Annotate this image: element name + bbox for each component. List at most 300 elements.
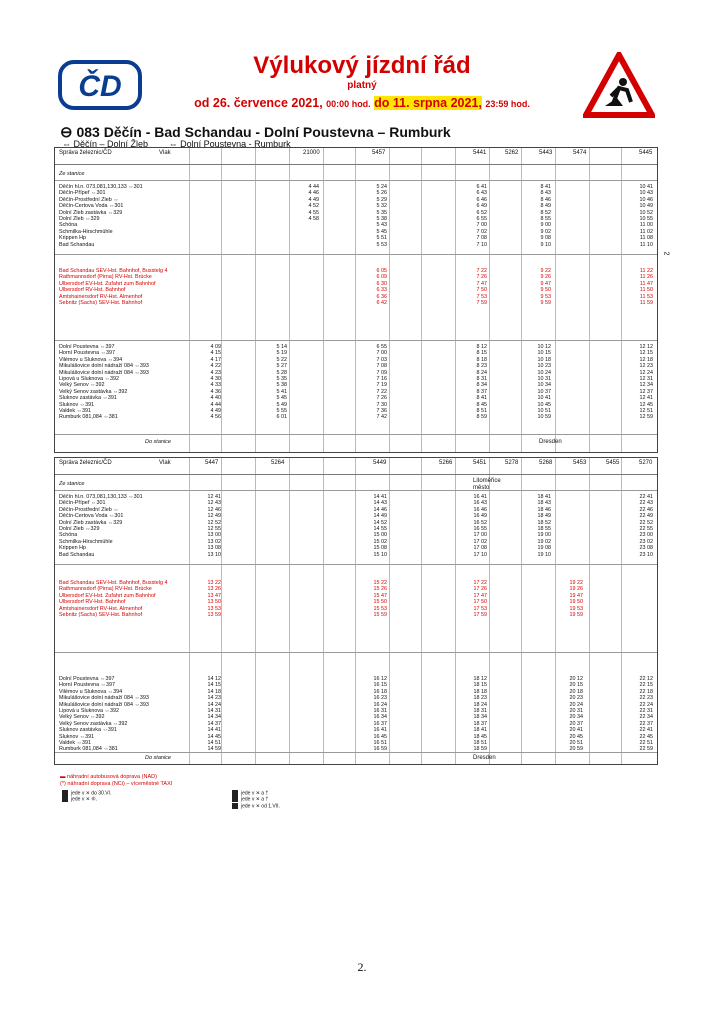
time-cell: 20 15 <box>569 682 583 689</box>
train-no: 5457 <box>372 150 386 156</box>
time-cell: 8 51 <box>476 408 487 415</box>
time-cell: 13 02 <box>207 538 221 545</box>
time-column <box>459 580 487 618</box>
time-cell: 8 37 <box>476 388 487 395</box>
column-line <box>421 148 422 452</box>
time-cell: 4 56 <box>210 414 221 421</box>
time-cell: 8 18 <box>476 356 487 363</box>
time-cell: 6 49 <box>476 203 487 210</box>
column-line <box>555 148 556 452</box>
time-cell: 12 12 <box>639 344 653 350</box>
time-column <box>555 676 583 753</box>
time-cell: 23 10 <box>639 551 653 558</box>
time-cell: 15 10 <box>373 551 387 558</box>
time-column <box>359 268 387 306</box>
time-cell: 4 09 <box>210 344 221 350</box>
column-line <box>389 458 390 764</box>
section-divider <box>55 490 657 491</box>
time-cell: 18 18 <box>473 688 487 695</box>
time-cell: 5 27 <box>276 363 287 370</box>
station: Schmilka-Hirschmühle <box>59 228 113 235</box>
time-cell: 8 43 <box>540 190 551 197</box>
time-cell: 16 41 <box>473 494 487 500</box>
column-line <box>621 148 622 452</box>
time-cell: 11 00 <box>639 222 653 229</box>
time-cell: 10 24 <box>537 369 551 376</box>
time-cell: 17 10 <box>473 551 487 558</box>
time-cell: 10 15 <box>537 350 551 357</box>
time-cell: 7 19 <box>376 382 387 389</box>
station: Ulbersdorf EV-Hst. Zufahrt zum Bahnhof <box>59 592 156 599</box>
column-line <box>421 458 422 764</box>
time-cell: 6 55 <box>376 344 387 350</box>
time-cell: 12 15 <box>639 350 653 357</box>
time-column <box>625 494 653 558</box>
station: Valdek ⇔391 <box>59 740 91 747</box>
time-cell: 23 02 <box>639 538 653 545</box>
time-cell: 7 10 <box>476 241 487 248</box>
footnote: jede v ✕ ⑥. <box>62 796 111 802</box>
station-list-c <box>59 344 185 421</box>
time-cell: 7 30 <box>376 401 387 408</box>
to-station-label: Do stanice <box>145 755 171 761</box>
time-cell: 18 23 <box>473 695 487 702</box>
time-cell: 18 55 <box>537 526 551 533</box>
station: Velký Šenov ⇔392 <box>59 714 105 721</box>
station: Horní Poustevna ⇔397 <box>59 350 116 357</box>
time-cell: 18 31 <box>473 708 487 715</box>
time-cell: 13 47 <box>207 592 221 599</box>
time-column <box>359 184 387 248</box>
time-cell: 13 53 <box>207 605 221 612</box>
time-cell: 22 37 <box>639 720 653 727</box>
time-cell: 14 45 <box>207 733 221 740</box>
time-column <box>625 344 653 421</box>
station: Vilémov u Šluknova ⇔394 <box>59 688 123 695</box>
time-cell: 6 09 <box>376 274 387 281</box>
time-cell: 22 49 <box>639 513 653 520</box>
time-cell: 4 49 <box>210 408 221 415</box>
train-no: 21000 <box>303 150 320 156</box>
time-cell: 22 23 <box>639 695 653 702</box>
time-cell: 6 01 <box>276 414 287 421</box>
time-cell: 5 38 <box>276 382 287 389</box>
page-title: Výlukový jízdní řád <box>253 52 471 79</box>
train-no: 5262 <box>505 150 519 156</box>
time-cell: 22 51 <box>639 740 653 747</box>
time-cell: 8 41 <box>476 395 487 402</box>
time-cell: 4 36 <box>210 388 221 395</box>
time-cell: 19 22 <box>569 580 583 586</box>
time-cell: 6 46 <box>476 196 487 203</box>
time-cell: 10 18 <box>537 356 551 363</box>
time-column <box>523 184 551 248</box>
time-cell: 20 12 <box>569 676 583 682</box>
station: Děčín hl.n. 073,081,130,133 ⇔301 <box>59 184 143 190</box>
time-cell: 5 51 <box>376 235 387 242</box>
time-cell: 22 24 <box>639 701 653 708</box>
train-no: 5441 <box>473 150 487 156</box>
station: Dolní Žleb ⇔329 <box>59 526 100 533</box>
column-line <box>255 148 256 452</box>
column-line <box>189 458 190 764</box>
time-cell: 4 33 <box>210 382 221 389</box>
time-column <box>291 184 319 248</box>
time-cell: 16 31 <box>373 708 387 715</box>
time-cell: 16 12 <box>373 676 387 682</box>
time-cell: 20 45 <box>569 733 583 740</box>
footnote: jede v ✕ a † <box>232 790 280 796</box>
time-cell: 15 47 <box>373 592 387 599</box>
time-column <box>193 344 221 421</box>
time-cell: 7 50 <box>476 287 487 294</box>
time-cell: 10 34 <box>537 382 551 389</box>
time-cell: 12 41 <box>207 494 221 500</box>
column-line <box>189 148 190 452</box>
time-cell: 16 34 <box>373 714 387 721</box>
time-cell: 16 24 <box>373 701 387 708</box>
train-no: 5266 <box>439 460 453 466</box>
operator-label: Správa železnic/ČD <box>59 460 112 466</box>
column-line <box>489 148 490 452</box>
time-column <box>523 344 551 421</box>
station: Dolní Poustevna ⇔397 <box>59 344 115 350</box>
time-cell: 5 14 <box>276 344 287 350</box>
time-cell: 8 15 <box>476 350 487 357</box>
time-cell: 5 53 <box>376 241 387 248</box>
time-cell: 16 45 <box>373 733 387 740</box>
time-cell: 5 38 <box>376 216 387 223</box>
time-cell: 9 53 <box>540 293 551 300</box>
time-cell: 15 53 <box>373 605 387 612</box>
time-cell: 8 12 <box>476 344 487 350</box>
station: Mikulášovice dolní nádraží 084 ⇔393 <box>59 701 149 708</box>
time-cell: 15 50 <box>373 599 387 606</box>
station: Krippen Hp <box>59 545 86 552</box>
train-no: 5268 <box>539 460 553 466</box>
time-cell: 10 12 <box>537 344 551 350</box>
time-column <box>625 268 653 306</box>
time-cell: 11 08 <box>639 235 653 242</box>
station: Děčín-Prostřední Žleb ⇔ <box>59 506 119 513</box>
time-cell: 19 10 <box>537 551 551 558</box>
time-cell: 5 19 <box>276 350 287 357</box>
valid-label: platný <box>347 80 377 91</box>
time-cell: 7 59 <box>476 300 487 307</box>
footnotes-left <box>62 790 111 803</box>
time-cell: 17 22 <box>473 580 487 586</box>
train-no: 5451 <box>473 460 487 466</box>
time-cell: 4 23 <box>210 369 221 376</box>
train-no: 5453 <box>573 460 587 466</box>
time-cell: 11 22 <box>639 268 653 274</box>
time-cell: 22 46 <box>639 506 653 513</box>
time-cell: 6 42 <box>376 300 387 307</box>
time-cell: 5 32 <box>376 203 387 210</box>
page-number: 2. <box>357 960 367 974</box>
time-cell: 10 49 <box>639 203 653 210</box>
time-cell: 19 00 <box>537 532 551 539</box>
time-cell: 23 08 <box>639 545 653 552</box>
column-line <box>589 148 590 452</box>
station-list-b <box>59 580 185 618</box>
time-cell: 12 45 <box>639 401 653 408</box>
time-cell: 12 31 <box>639 376 653 383</box>
time-cell: 18 51 <box>473 740 487 747</box>
station-list-a <box>59 494 185 558</box>
station: Valdek ⇔391 <box>59 408 91 415</box>
time-cell: 22 41 <box>639 727 653 734</box>
time-cell: 10 43 <box>639 190 653 197</box>
time-cell: 17 59 <box>473 612 487 619</box>
time-cell: 5 55 <box>276 408 287 415</box>
time-cell: 10 59 <box>537 414 551 421</box>
time-cell: 6 36 <box>376 293 387 300</box>
station: Dolní Žleb zastávka ⇔329 <box>59 519 123 526</box>
station: Šluknov zastávka ⇔391 <box>59 395 117 402</box>
time-cell: 10 41 <box>537 395 551 402</box>
section-divider <box>55 180 657 181</box>
time-cell: 12 41 <box>639 395 653 402</box>
column-line <box>289 148 290 452</box>
time-cell: 16 49 <box>473 513 487 520</box>
time-cell: 11 50 <box>639 287 653 294</box>
time-cell: 20 18 <box>569 688 583 695</box>
time-cell: 5 49 <box>276 401 287 408</box>
time-cell: 4 52 <box>308 203 319 210</box>
time-cell: 22 34 <box>639 714 653 721</box>
time-cell: 12 59 <box>639 414 653 421</box>
time-cell: 7 22 <box>376 388 387 395</box>
station: Bad Schandau <box>59 551 95 558</box>
time-cell: 13 50 <box>207 599 221 606</box>
time-cell: 10 23 <box>537 363 551 370</box>
time-cell: 7 08 <box>476 235 487 242</box>
time-cell: 18 41 <box>473 727 487 734</box>
footnote: jede v ✕ a † <box>232 796 280 802</box>
time-cell: 10 52 <box>639 209 653 216</box>
time-cell: 17 47 <box>473 592 487 599</box>
time-cell: 8 52 <box>540 209 551 216</box>
time-cell: 7 26 <box>376 395 387 402</box>
timetable-morning <box>54 147 658 453</box>
time-column <box>459 184 487 248</box>
time-cell: 13 22 <box>207 580 221 586</box>
station: Ulbersdorf RV-Hst. Bahnhof <box>59 599 126 606</box>
time-cell: 8 45 <box>476 401 487 408</box>
section-divider <box>55 564 657 565</box>
time-cell: 15 08 <box>373 545 387 552</box>
time-cell: 13 10 <box>207 551 221 558</box>
time-cell: 14 43 <box>373 500 387 507</box>
time-cell: 11 53 <box>639 293 653 300</box>
time-cell: 19 47 <box>569 592 583 599</box>
time-cell: 4 15 <box>210 350 221 357</box>
time-cell: 16 55 <box>473 526 487 533</box>
time-cell: 12 18 <box>639 356 653 363</box>
time-cell: 14 18 <box>207 688 221 695</box>
time-column <box>625 184 653 248</box>
time-cell: 6 33 <box>376 287 387 294</box>
time-cell: 20 24 <box>569 701 583 708</box>
route-sub-1: ⇔ Děčín – Dolní Žleb <box>62 139 149 149</box>
station: Sebnitz (Sachs) SEV-Hst. Bahnhof <box>59 612 142 619</box>
station-list-a <box>59 184 185 248</box>
time-cell: 4 46 <box>308 190 319 197</box>
time-cell: 22 43 <box>639 500 653 507</box>
station: Dolní Žleb ⇔329 <box>59 216 100 223</box>
station: Velký Šenov ⇔392 <box>59 382 105 389</box>
time-cell: 5 26 <box>376 190 387 197</box>
time-cell: 16 23 <box>373 695 387 702</box>
time-cell: 18 34 <box>473 714 487 721</box>
origin-litomerice: Litoměřice město <box>473 478 501 491</box>
time-cell: 13 26 <box>207 586 221 593</box>
route-number: 083 <box>76 124 100 140</box>
time-cell: 12 55 <box>207 526 221 533</box>
station: Lipová u Šluknova ⇔392 <box>59 376 119 383</box>
time-cell: 8 23 <box>476 363 487 370</box>
station-list-b <box>59 268 185 306</box>
date-from: od 26. července 2021, <box>194 96 323 110</box>
table-header <box>55 148 657 165</box>
time-cell: 10 46 <box>639 196 653 203</box>
time-cell: 4 44 <box>308 184 319 190</box>
station: Schöna <box>59 222 78 229</box>
column-line <box>323 458 324 764</box>
time-cell: 7 00 <box>376 350 387 357</box>
time-cell: 15 00 <box>373 532 387 539</box>
station: Rathmannsdorf (Pirna) RV-Hst. Brücke <box>59 274 152 281</box>
time-cell: 9 08 <box>540 235 551 242</box>
time-cell: 6 41 <box>476 184 487 190</box>
time-cell: 15 26 <box>373 586 387 593</box>
time-cell: 7 22 <box>476 268 487 274</box>
time-cell: 17 08 <box>473 545 487 552</box>
station: Mikulášovice dolní nádraží 084 ⇔393 <box>59 363 149 370</box>
train-label: Vlak <box>159 460 171 466</box>
direction-label: Ze stanice <box>59 171 85 177</box>
time-cell: 11 10 <box>639 241 653 248</box>
station: Ulbersdorf RV-Hst. Bahnhof <box>59 287 126 294</box>
column-line <box>289 458 290 764</box>
section-divider <box>55 340 657 341</box>
time-cell: 8 24 <box>476 369 487 376</box>
time-cell: 17 26 <box>473 586 487 593</box>
time-cell: 14 41 <box>207 727 221 734</box>
time-cell: 17 50 <box>473 599 487 606</box>
station: Šluknov zastávka ⇔391 <box>59 727 117 734</box>
date-to: do 11. srpna 2021, <box>374 96 482 110</box>
time-cell: 14 15 <box>207 682 221 689</box>
time-column <box>459 344 487 421</box>
time-cell: 17 02 <box>473 538 487 545</box>
time-cell: 9 02 <box>540 228 551 235</box>
time-cell: 12 23 <box>639 363 653 370</box>
time-to: 23:59 hod. <box>485 99 530 109</box>
time-cell: 14 52 <box>373 519 387 526</box>
train-no: 5278 <box>505 460 519 466</box>
legend-nad: ▬ náhradní autobusová doprava (NAD) <box>60 774 157 780</box>
train-no: 5474 <box>573 150 587 156</box>
time-cell: 18 59 <box>473 746 487 753</box>
time-cell: 9 59 <box>540 300 551 307</box>
time-cell: 9 50 <box>540 287 551 294</box>
time-cell: 4 17 <box>210 356 221 363</box>
time-cell: 18 12 <box>473 676 487 682</box>
time-column <box>193 580 221 618</box>
time-cell: 16 43 <box>473 500 487 507</box>
train-no: 5455 <box>606 460 620 466</box>
time-cell: 6 43 <box>476 190 487 197</box>
station: Děčín-Čertova Voda ⇔301 <box>59 203 124 210</box>
taxi-icon: (*) <box>60 781 68 787</box>
time-cell: 22 59 <box>639 746 653 753</box>
time-cell: 5 35 <box>276 376 287 383</box>
time-cell: 12 51 <box>639 408 653 415</box>
footnotes-right <box>232 790 280 809</box>
time-cell: 7 03 <box>376 356 387 363</box>
train-no: 5443 <box>539 150 553 156</box>
time-cell: 4 44 <box>210 401 221 408</box>
time-column <box>523 268 551 306</box>
station: Sebnitz (Sachs) SEV-Hst. Bahnhof <box>59 300 142 307</box>
time-cell: 22 31 <box>639 708 653 715</box>
station: Děčín-Prostřední Žleb ⇔ <box>59 196 119 203</box>
time-cell: 16 37 <box>373 720 387 727</box>
column-line <box>355 148 356 452</box>
station: Dolní Žleb zastávka ⇔329 <box>59 209 123 216</box>
time-cell: 7 16 <box>376 376 387 383</box>
station: Šluknov ⇔391 <box>59 733 95 740</box>
time-cell: 20 59 <box>569 746 583 753</box>
to-station-label: Do stanice <box>145 439 171 445</box>
station: Ulbersdorf EV-Hst. Zufahrt zum Bahnhof <box>59 280 156 287</box>
station: Velký Šenov zastávka ⇔392 <box>59 388 128 395</box>
station: Horní Poustevna ⇔397 <box>59 682 116 689</box>
route-sub-2: ⇔ Dolní Poustevna - Rumburk <box>168 139 291 149</box>
time-cell: 8 41 <box>540 184 551 190</box>
column-line <box>389 148 390 452</box>
time-cell: 15 02 <box>373 538 387 545</box>
station: Vilémov u Šluknova ⇔394 <box>59 356 123 363</box>
train-no: 5270 <box>639 460 653 466</box>
operator-label: Správa železnic/ČD <box>59 150 112 156</box>
time-cell: 17 53 <box>473 605 487 612</box>
station: Bad Schandau SEV-Hst. Bahnhof, Busstelg 4 <box>59 580 168 586</box>
station: Rathmannsdorf (Pirna) RV-Hst. Brücke <box>59 586 152 593</box>
time-cell: 14 49 <box>373 513 387 520</box>
column-line <box>589 458 590 764</box>
time-cell: 9 26 <box>540 274 551 281</box>
time-cell: 14 24 <box>207 701 221 708</box>
time-cell: 19 50 <box>569 599 583 606</box>
column-line <box>455 148 456 452</box>
station: Amtshainersdorf RV-Hst. Almenhof <box>59 293 143 300</box>
time-cell <box>291 242 319 248</box>
time-cell: 4 49 <box>308 196 319 203</box>
time-from: 00:00 hod. <box>326 99 371 109</box>
station: Rumburk 081,084 ⇔381 <box>59 746 118 753</box>
time-cell: 16 51 <box>373 740 387 747</box>
time-cell: 16 52 <box>473 519 487 526</box>
train-label: Vlak <box>159 150 171 156</box>
time-cell: 12 52 <box>207 519 221 526</box>
time-cell: 7 42 <box>376 414 387 421</box>
station-list-c <box>59 676 185 753</box>
time-cell: 9 00 <box>540 222 551 229</box>
footnote: jede v ✕ do 30.VI. <box>62 790 111 796</box>
